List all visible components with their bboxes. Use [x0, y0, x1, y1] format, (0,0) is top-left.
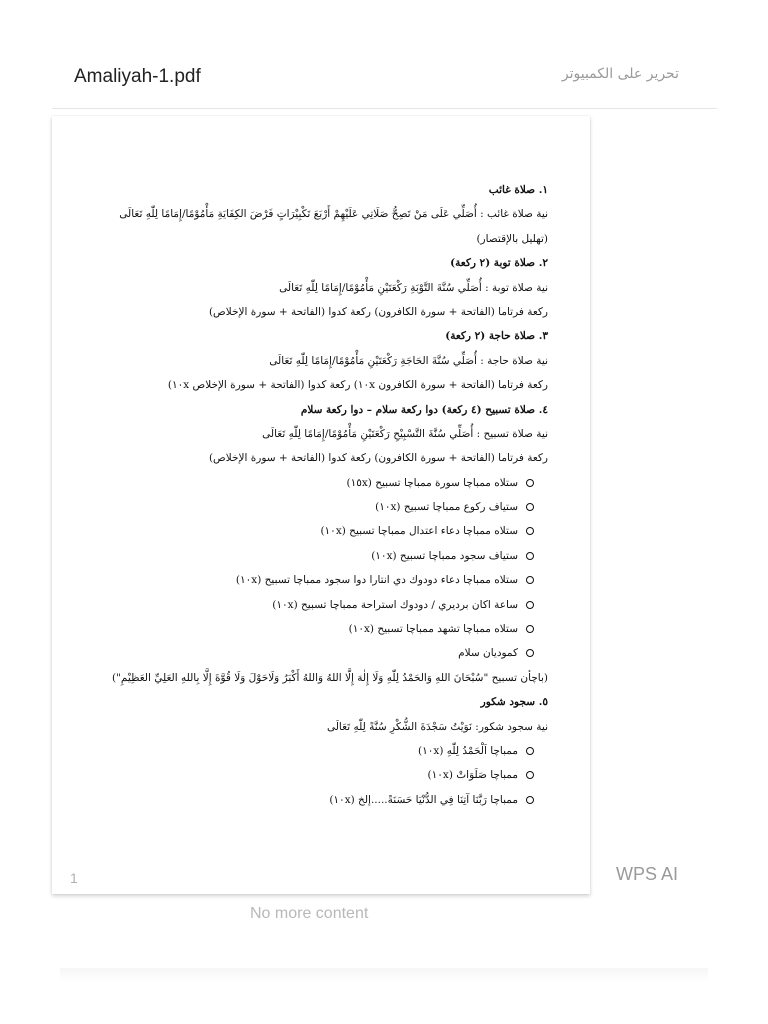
- page-content: [98, 178, 548, 812]
- text-line: [98, 349, 548, 373]
- top-bar: [52, 52, 717, 109]
- text-line: [98, 300, 548, 324]
- line-text: ٥. سجود شكور: [480, 696, 548, 709]
- line-text: (باچأن تسبيح "سُبْحَانَ اللهِ وَالحَمْدُ لِلّٰهِ وَلَا إِلٰهَ إِلَّا اللهُ وَاللهُ أَكْبَرُ وَلَاحَوْلَ وَلَا قُوَّةَ إِلَّا بِاللهِ العَلِيِّ العَظِيْمِ"): [112, 671, 548, 684]
- bullet-circle-icon: [526, 625, 534, 633]
- text-line: [98, 422, 548, 446]
- line-text: نية صلاة حاجة : أُصَلِّي سُنَّةَ الحَاجَةِ رَكْعَتَيْنِ مَأْمُوْمًا/إِمَامًا لِلّٰهِ تَعَالَى: [269, 354, 548, 367]
- line-text: ركعة فرتاما (الفاتحة + سورة الكافرون) ركعة كدوا (الفاتحة + سورة الإخلاص): [208, 452, 548, 465]
- line-text: ممباچا اَلْحَمْدُ لِلّٰهِ (١٠x): [418, 744, 518, 757]
- line-text: نية سجود شكور: نَوَيْتُ سَجْدَةَ الشُّكْرِ سُنَّةً لِلّٰهِ تَعَالَى: [326, 720, 548, 733]
- text-line: [98, 446, 548, 470]
- section-heading: [98, 324, 548, 348]
- line-text: ممباچا صَلَوَاتْ (١٠x): [427, 769, 518, 782]
- bullet-circle-icon: [526, 479, 534, 487]
- line-text: ممباچا رَبَّنَا آتِنَا فِي الدُّنْيَا حَسَنَةً.....إلخ (١٠x): [329, 793, 518, 806]
- line-text: نية صلاة توبة : أُصَلِّي سُنَّةَ التَّوْبَةِ رَكْعَتَيْنِ مَأْمُوْمًا/إِمَامًا لِلّٰهِ تَعَالَى: [279, 281, 548, 294]
- list-item: [98, 739, 548, 763]
- list-item: [98, 495, 548, 519]
- text-line: [98, 227, 548, 251]
- edit-on-computer-link[interactable]: تحرير على الكمبيوتر: [561, 66, 679, 82]
- list-item: [98, 788, 548, 812]
- line-text: ستلاه ممباچا دعاء دودوك دي انتارا دوا سجود ممباچا تسبيح (١٠x): [235, 574, 518, 587]
- line-text: ستلاه ممباچا تشهد ممباچا تسبيح (١٠x): [348, 623, 518, 636]
- pdf-page: [52, 116, 590, 894]
- list-item: [98, 641, 548, 665]
- page-number: 1: [70, 870, 78, 886]
- bottom-divider: [60, 968, 708, 982]
- bullet-circle-icon: [526, 771, 534, 779]
- text-line: [98, 373, 548, 397]
- line-text: ستياف ركوع ممباچا تسبيح (١٠x): [375, 501, 518, 514]
- list-item: [98, 617, 548, 641]
- bullet-circle-icon: [526, 796, 534, 804]
- line-text: ١. صلاة غائب: [488, 184, 548, 196]
- list-item: [98, 471, 548, 495]
- list-item: [98, 763, 548, 787]
- bullet-circle-icon: [526, 649, 534, 657]
- line-text: نية صلاة تسبيح : أُصَلِّي سُنَّةَ التَّسْبِيْحِ رَكْعَتَيْنِ مَأْمُوْمًا/إِمَامًا لِلّٰهِ تَعَالَى: [262, 427, 548, 440]
- line-text: نية صلاة غائب : أُصَلِّي عَلَى مَنْ تَصِحُّ صَلَاتِي عَلَيْهِمْ أَرْبَعَ تَكْبِيْرَاتٍ فَرْضَ الكِفَايَةِ مَأْمُوْمًا/إِمَامًا لِلّٰهِ تَعَالَى: [119, 208, 548, 221]
- line-text: ركعة فرتاما (الفاتحة + سورة الكافرون) ركعة كدوا (الفاتحة + سورة الإخلاص): [208, 305, 548, 318]
- document-title: Amaliyah-1.pdf: [74, 66, 201, 87]
- line-text: (تهليل بالإقتصار): [476, 232, 548, 245]
- wps-ai-button[interactable]: WPS AI: [615, 864, 678, 884]
- bullet-circle-icon: [526, 576, 534, 584]
- section-heading: [98, 690, 548, 714]
- list-item: [98, 519, 548, 543]
- list-item: [98, 593, 548, 617]
- text-line: [98, 715, 548, 739]
- section-heading: [98, 251, 548, 275]
- list-item: [98, 544, 548, 568]
- line-text: ستياف سجود ممباچا تسبيح (١٠x): [371, 549, 518, 562]
- section-heading: [98, 178, 548, 202]
- list-item: [98, 568, 548, 592]
- bullet-circle-icon: [526, 601, 534, 609]
- text-line: [98, 202, 548, 226]
- line-text: ستلاه ممباچا دعاء اعتدال ممباچا تسبيح (١٠x): [320, 525, 518, 538]
- line-text: ستلاه ممباچا سورة ممباچا تسبيح (١٥x): [346, 476, 518, 489]
- line-text: كموديان سلام: [458, 647, 518, 660]
- bullet-circle-icon: [526, 503, 534, 511]
- bullet-circle-icon: [526, 552, 534, 560]
- section-heading: [98, 398, 548, 422]
- end-of-content-label: No more content: [250, 905, 369, 922]
- line-text: ٤. صلاة تسبيح (٤ ركعة) دوا ركعة سلام – دوا ركعة سلام: [300, 403, 548, 416]
- bullet-circle-icon: [526, 527, 534, 535]
- line-text: ٣. صلاة حاجة (٢ ركعة): [445, 330, 548, 343]
- bullet-circle-icon: [526, 747, 534, 755]
- line-text: ركعة فرتاما (الفاتحة + سورة الكافرون ١٠x) ركعة كدوا (الفاتحة + سورة الإخلاص ١٠x): [167, 379, 548, 392]
- line-text: ساعة اكان برديري / دودوك استراحة ممباچا تسبيح (١٠x): [272, 598, 518, 611]
- text-line: [98, 666, 548, 690]
- line-text: ٢. صلاة توبة (٢ ركعة): [450, 257, 548, 270]
- text-line: [98, 276, 548, 300]
